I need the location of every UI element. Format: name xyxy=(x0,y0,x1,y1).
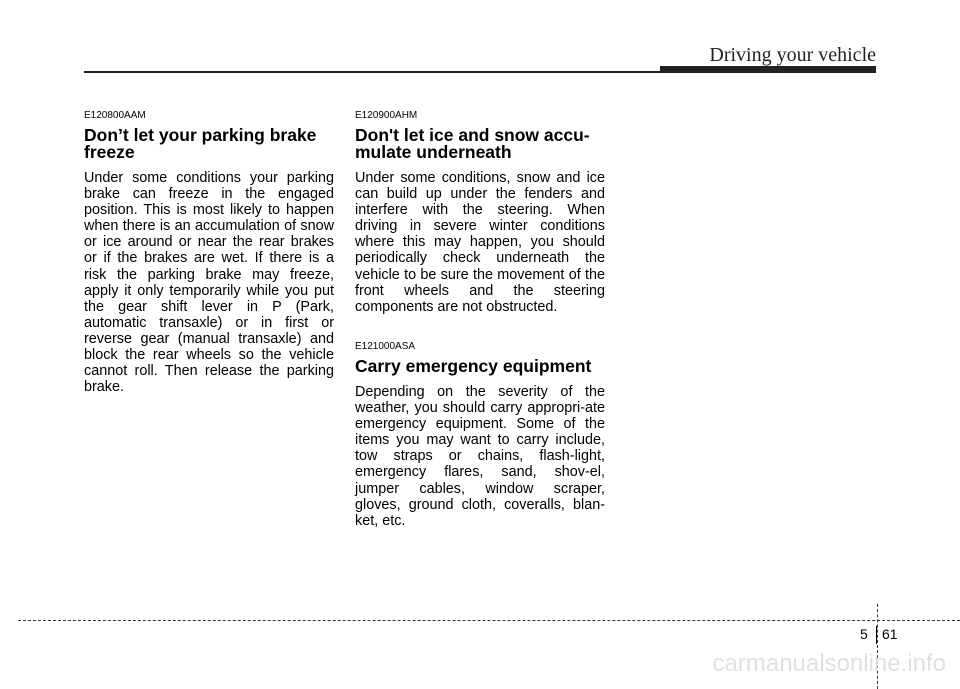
header-rule xyxy=(84,71,662,73)
section-code: E120800AAM xyxy=(84,110,146,121)
chapter-number: 5 xyxy=(860,626,868,642)
footer-dashed-line xyxy=(18,620,960,621)
section-parking-brake xyxy=(84,110,334,395)
section-heading: Don’t let your parking brake freeze xyxy=(84,125,317,162)
page-number-divider xyxy=(876,626,877,644)
section-heading: Don't let ice and snow accu- mulate underneath xyxy=(355,125,590,162)
watermark: carmanualsonline.info xyxy=(712,650,946,677)
section-body: Depending on the severity of the weather, you should carry appropri-ate emergency equipment. Some of the items you may want to carry include, tow straps or chains, flash-light, emergency flares, sand, shov-el, jumper cables, window scraper, gloves, ground cloth, coveralls, blan-ket, etc. xyxy=(355,384,605,529)
section-code: E121000ASA xyxy=(355,341,416,352)
header-title: Driving your vehicle xyxy=(709,44,876,66)
section-body: Under some conditions, snow and ice can build up under the fenders and interfere with the steering. When driving in severe winter conditions where this may happen, you should periodically check underneath the vehicle to be sure the movement of the front wheels and the steering components are not obstructed. xyxy=(355,170,605,315)
section-emergency-equipment xyxy=(355,341,605,529)
section-heading: Carry emergency equipment xyxy=(355,356,592,376)
header-rule-accent xyxy=(660,66,876,73)
section-ice-snow xyxy=(355,110,605,315)
section-body: Under some conditions your parking brake can freeze in the engaged position. This is most likely to happen when there is an accumulation of snow or ice around or near the rear brakes or if the brakes are wet. If there is a risk the parking brake may freeze, apply it only temporarily while you put the gear shift lever in P (Park, automatic transaxle) or in first or reverse gear (manual transaxle) and block the rear wheels so the vehicle cannot roll. Then release the parking brake. xyxy=(84,170,334,396)
section-code: E120900AHM xyxy=(355,110,418,121)
page-number: 61 xyxy=(882,626,898,642)
